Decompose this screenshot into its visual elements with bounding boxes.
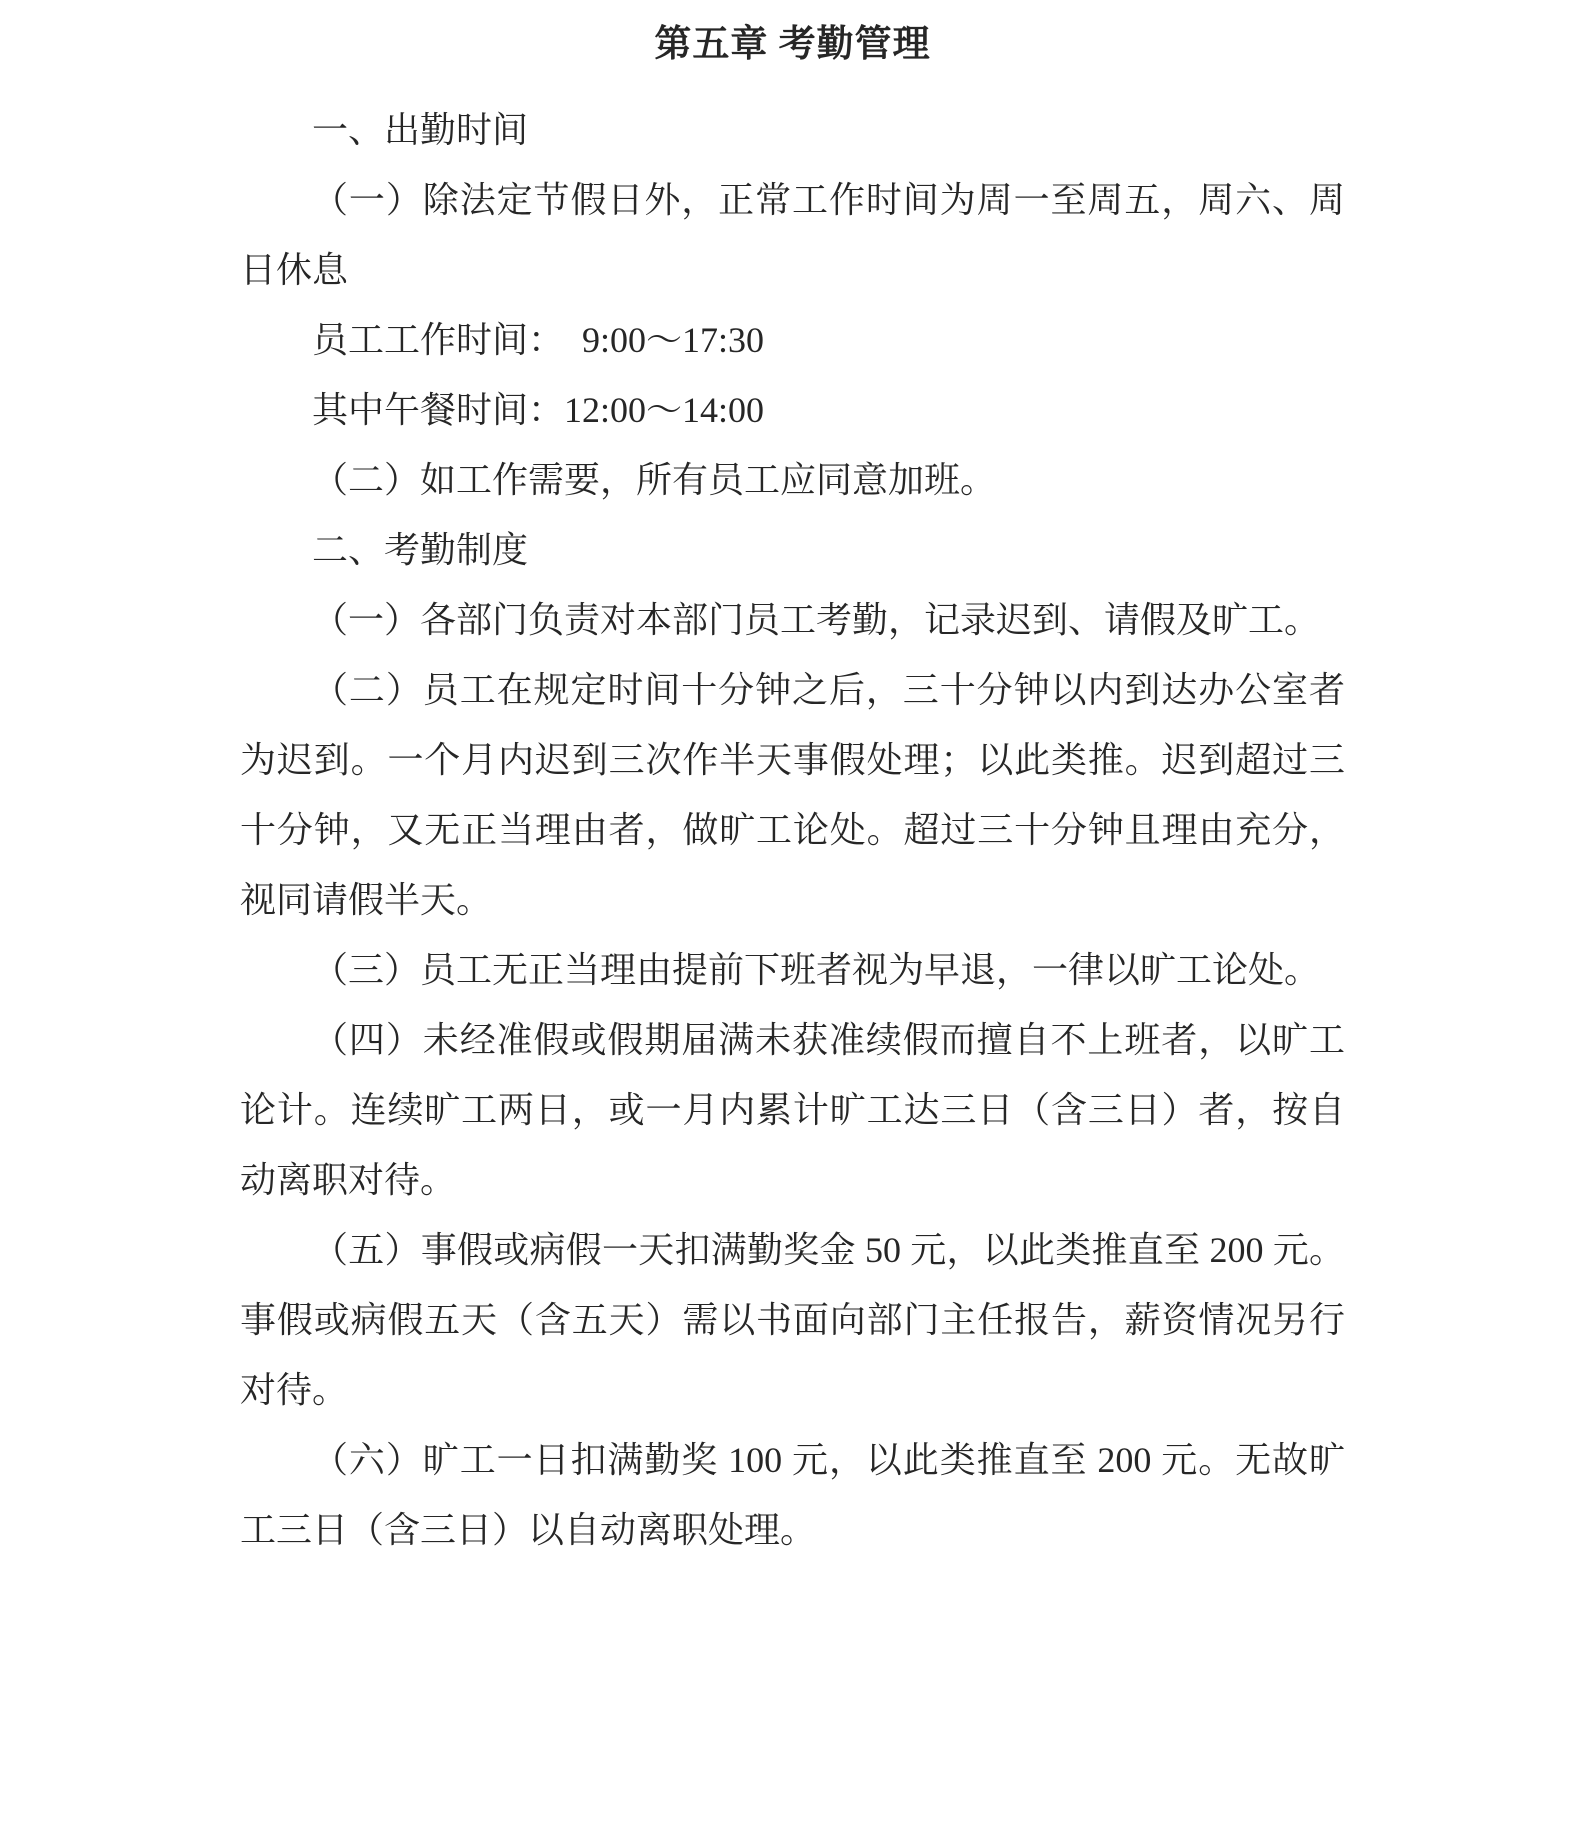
text-line: 日休息 [240,250,349,290]
text-line: 员工工作时间： 9:00～17:30 [312,320,765,360]
text-line: 事假或病假五天（含五天）需以书面向部门主任报告，薪资情况另行 [240,1300,1345,1340]
text-line: （二）如工作需要，所有员工应同意加班。 [312,460,997,500]
text-line: （三）员工无正当理由提前下班者视为早退，一律以旷工论处。 [312,950,1321,990]
text-line: 工三日（含三日）以自动离职处理。 [240,1510,817,1550]
text-line: 视同请假半天。 [240,880,493,920]
text-line: 二、考勤制度 [312,530,529,570]
text-line: 动离职对待。 [240,1160,457,1200]
text-line: 一、出勤时间 [312,110,529,150]
document-body [240,95,1345,1565]
text-line: （五）事假或病假一天扣满勤奖金 50 元，以此类推直至 200 元。 [312,1230,1345,1270]
text-line: 对待。 [240,1370,349,1410]
text-line: 十分钟，又无正当理由者，做旷工论处。超过三十分钟且理由充分， [240,810,1345,850]
chapter-title: 第五章 考勤管理 [654,24,931,65]
text-line: （一）除法定节假日外，正常工作时间为周一至周五，周六、周 [312,180,1345,220]
text-line: 其中午餐时间：12:00～14:00 [312,390,765,430]
text-line: （一）各部门负责对本部门员工考勤，记录迟到、请假及旷工。 [312,600,1321,640]
text-line: （四）未经准假或假期届满未获准续假而擅自不上班者，以旷工 [312,1020,1345,1060]
text-line: （二）员工在规定时间十分钟之后，三十分钟以内到达办公室者 [312,670,1345,710]
text-line: 为迟到。一个月内迟到三次作半天事假处理；以此类推。迟到超过三 [240,740,1345,780]
text-line: （六）旷工一日扣满勤奖 100 元，以此类推直至 200 元。无故旷 [312,1440,1345,1480]
text-line: 论计。连续旷工两日，或一月内累计旷工达三日（含三日）者，按自 [240,1090,1345,1130]
